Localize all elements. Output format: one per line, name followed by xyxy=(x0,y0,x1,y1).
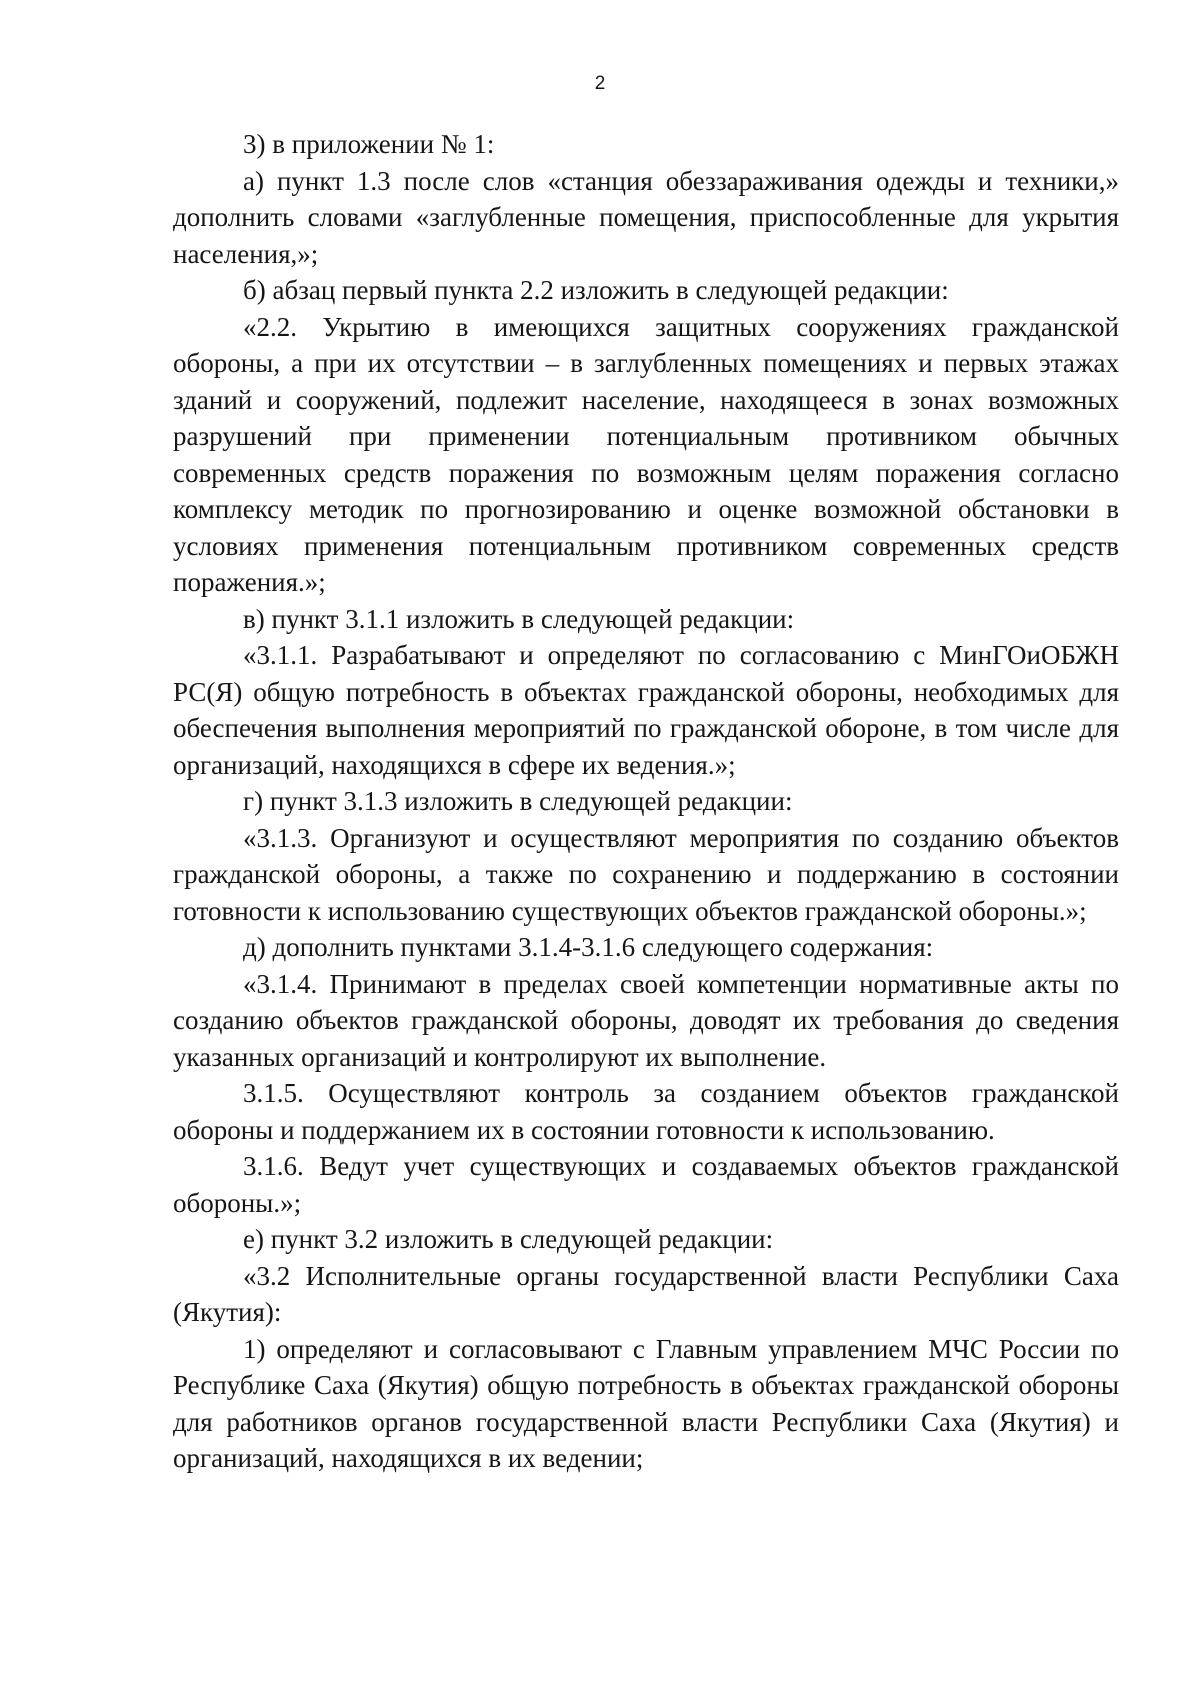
paragraph-item-3: 3) в приложении № 1: xyxy=(243,129,495,159)
paragraph-subitem-d: д) дополнить пунктами 3.1.4-3.1.6 следующего содержания: xyxy=(243,932,934,962)
document-body xyxy=(173,126,1119,1477)
paragraph-subitem-g: г) пункт 3.1.3 изложить в следующей редакции: xyxy=(243,786,793,816)
paragraph-quote-3-2: «3.2 Исполнительные органы государственной власти Республики Саха (Якутия): xyxy=(173,1260,1119,1327)
paragraph-subitem-a: а) пункт 1.3 после слов «станция обеззараживания одежды и техники,» дополнить словами «заглубленные помещения, приспособленные для укрытия населения,»; xyxy=(173,165,1119,269)
paragraph-quote-3-1-3: «3.1.3. Организуют и осуществляют мероприятия по созданию объектов гражданской обороны, а также по сохранению и поддержанию в состоянии готовности к использованию существующих объектов гражданской обороны.»; xyxy=(173,822,1119,926)
paragraph-quote-3-1-5: 3.1.5. Осуществляют контроль за созданием объектов гражданской обороны и поддержанием их в состоянии готовности к использованию. xyxy=(173,1078,1119,1145)
paragraph-quote-3-1-4: «3.1.4. Принимают в пределах своей компетенции нормативные акты по созданию объектов гражданской обороны, доводят их требования до сведения указанных организаций и контролируют их выполнение. xyxy=(173,968,1119,1072)
paragraph-quote-3-1-6: 3.1.6. Ведут учет существующих и создаваемых объектов гражданской обороны.»; xyxy=(173,1151,1119,1218)
paragraph-quote-2-2: «2.2. Укрытию в имеющихся защитных сооружениях гражданской обороны, а при их отсутствии – в заглубленных помещениях и первых этажах зданий и сооружений, подлежит население, находящееся в зонах возможных разрушений при применении потенциальным противником обычных современных средств поражения по возможным целям поражения согласно комплексу методик по прогнозированию и оценке возможной обстановки в условиях применения потенциальным противником современных средств поражения.»; xyxy=(173,311,1119,597)
paragraph-subitem-v: в) пункт 3.1.1 изложить в следующей редакции: xyxy=(243,603,795,634)
paragraph-subitem-b: б) абзац первый пункта 2.2 изложить в следующей редакции: xyxy=(243,275,949,305)
paragraph-quote-3-1-1: «3.1.1. Разрабатывают и определяют по согласованию с МинГОиОБЖН РС(Я) общую потребность в объектах гражданской обороны, необходимых для обеспечения выполнения мероприятий по гражданской обороне, в том числе для организаций, находящихся в сфере их ведения.»; xyxy=(173,640,1119,780)
paragraph-subitem-e: е) пункт 3.2 изложить в следующей редакции: xyxy=(243,1224,774,1254)
paragraph-quote-3-2-item-1: 1) определяют и согласовывают с Главным управлением МЧС России по Республике Саха (Якутия) общую потребность в объектах гражданской обороны для работников органов государственной власти Республики Саха (Якутия) и организаций, находящихся в их ведении; xyxy=(173,1333,1119,1473)
page-number: 2 xyxy=(594,73,606,94)
